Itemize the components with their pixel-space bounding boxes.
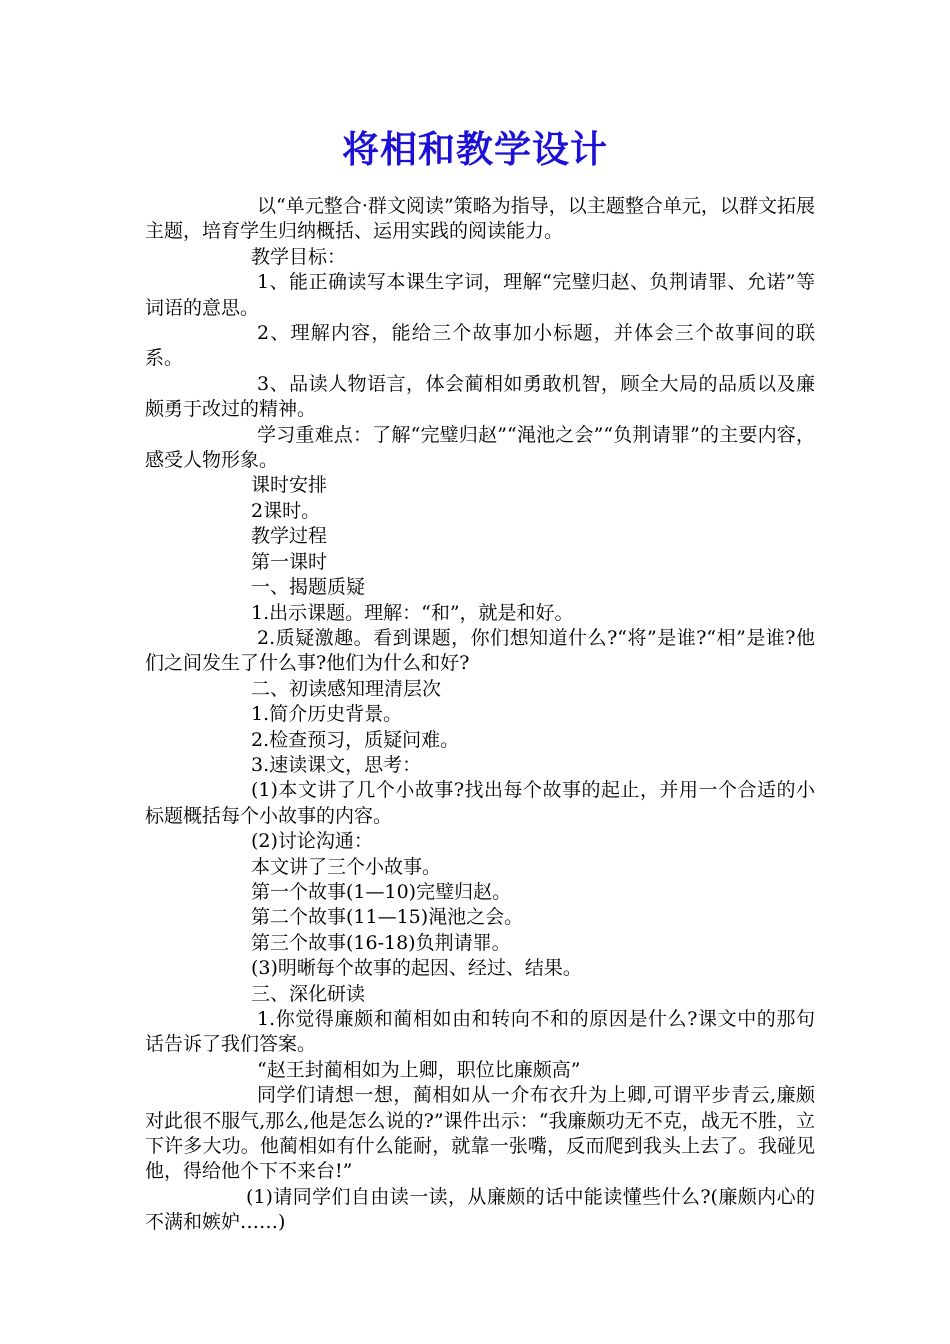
- story-summary: 本文讲了三个小故事。: [251, 855, 442, 878]
- objective-item-1: 1、能正确读写本课生字词，理解“完璧归赵、负荆请罪、允诺”等词语的意思。: [145, 271, 815, 319]
- step-2-question-1: (1)本文讲了几个小故事?找出每个故事的起止，并用一个合适的小标题概括每个小故事的内容。: [145, 779, 815, 827]
- step-heading-2: 二、初读感知理清层次: [251, 677, 442, 700]
- story-2: 第二个故事(11—15)渑池之会。: [251, 906, 524, 929]
- step-2-item-3: 3.速读课文，思考：: [251, 753, 422, 776]
- quote-paragraph: “赵王封蔺相如为上卿，职位比廉颇高”: [257, 1058, 581, 1081]
- story-3: 第三个故事(16-18)负荆请罪。: [251, 931, 511, 954]
- step-heading-1: 一、揭题质疑: [251, 576, 366, 599]
- section-heading-objectives: 教学目标：: [251, 245, 347, 268]
- step-2-question-3: (3)明晰每个故事的起因、经过、结果。: [251, 957, 582, 980]
- intro-paragraph: 以“单元整合·群文阅读”策略为指导，以主题整合单元，以群文拓展主题，培育学生归纳概括、运用实践的阅读能力。: [145, 195, 815, 243]
- discussion-paragraph: 同学们请想一想，蔺相如从一介布衣升为上卿,可谓平步青云,廉颇对此很不服气,那么,他是怎么说的?”课件出示：“我廉颇功无不克，战无不胜，立下许多大功。他蔺相如有什么能耐，就靠一张嘴，反而爬到我头上去了。我碰见他，得给他个下不来台!”: [145, 1084, 815, 1183]
- objective-item-2: 2、理解内容，能给三个故事加小标题，并体会三个故事间的联系。: [145, 322, 815, 370]
- document-body: [145, 194, 815, 1236]
- lesson-heading: 第一课时: [251, 550, 328, 573]
- step-1-item-1: 1.出示课题。理解：“和”，就是和好。: [251, 601, 574, 624]
- step-1-item-2: 2.质疑激趣。看到课题，你们想知道什么?“将”是谁?“相”是谁?他们之间发生了什么事?他们为什么和好?: [145, 626, 815, 675]
- step-2-item-2: 2.检查预习，质疑问难。: [251, 728, 460, 751]
- step-3-item-1: 1.你觉得廉颇和蔺相如由和转向不和的原因是什么?课文中的那句话告诉了我们答案。: [145, 1008, 815, 1056]
- document-title: 将相和教学设计: [342, 128, 608, 171]
- section-heading-process: 教学过程: [251, 525, 328, 548]
- step-3-question-1: (1)请同学们自由读一读，从廉颇的话中能读懂些什么?(廉颇内心的不满和嫉妒……): [145, 1185, 815, 1234]
- schedule-value: 2课时。: [251, 499, 321, 522]
- story-1: 第一个故事(1—10)完璧归赵。: [251, 880, 512, 903]
- section-heading-schedule: 课时安排: [251, 474, 328, 497]
- key-points-paragraph: 学习重难点：了解“完璧归赵”“渑池之会”“负荆请罪”的主要内容，感受人物形象。: [145, 423, 815, 472]
- step-2-item-1: 1.简介历史背景。: [251, 703, 403, 726]
- step-heading-3: 三、深化研读: [251, 982, 366, 1005]
- objective-item-3: 3、品读人物语言，体会蔺相如勇敢机智，顾全大局的品质以及廉颇勇于改过的精神。: [145, 372, 815, 421]
- step-2-question-2: (2)讨论沟通：: [251, 830, 373, 853]
